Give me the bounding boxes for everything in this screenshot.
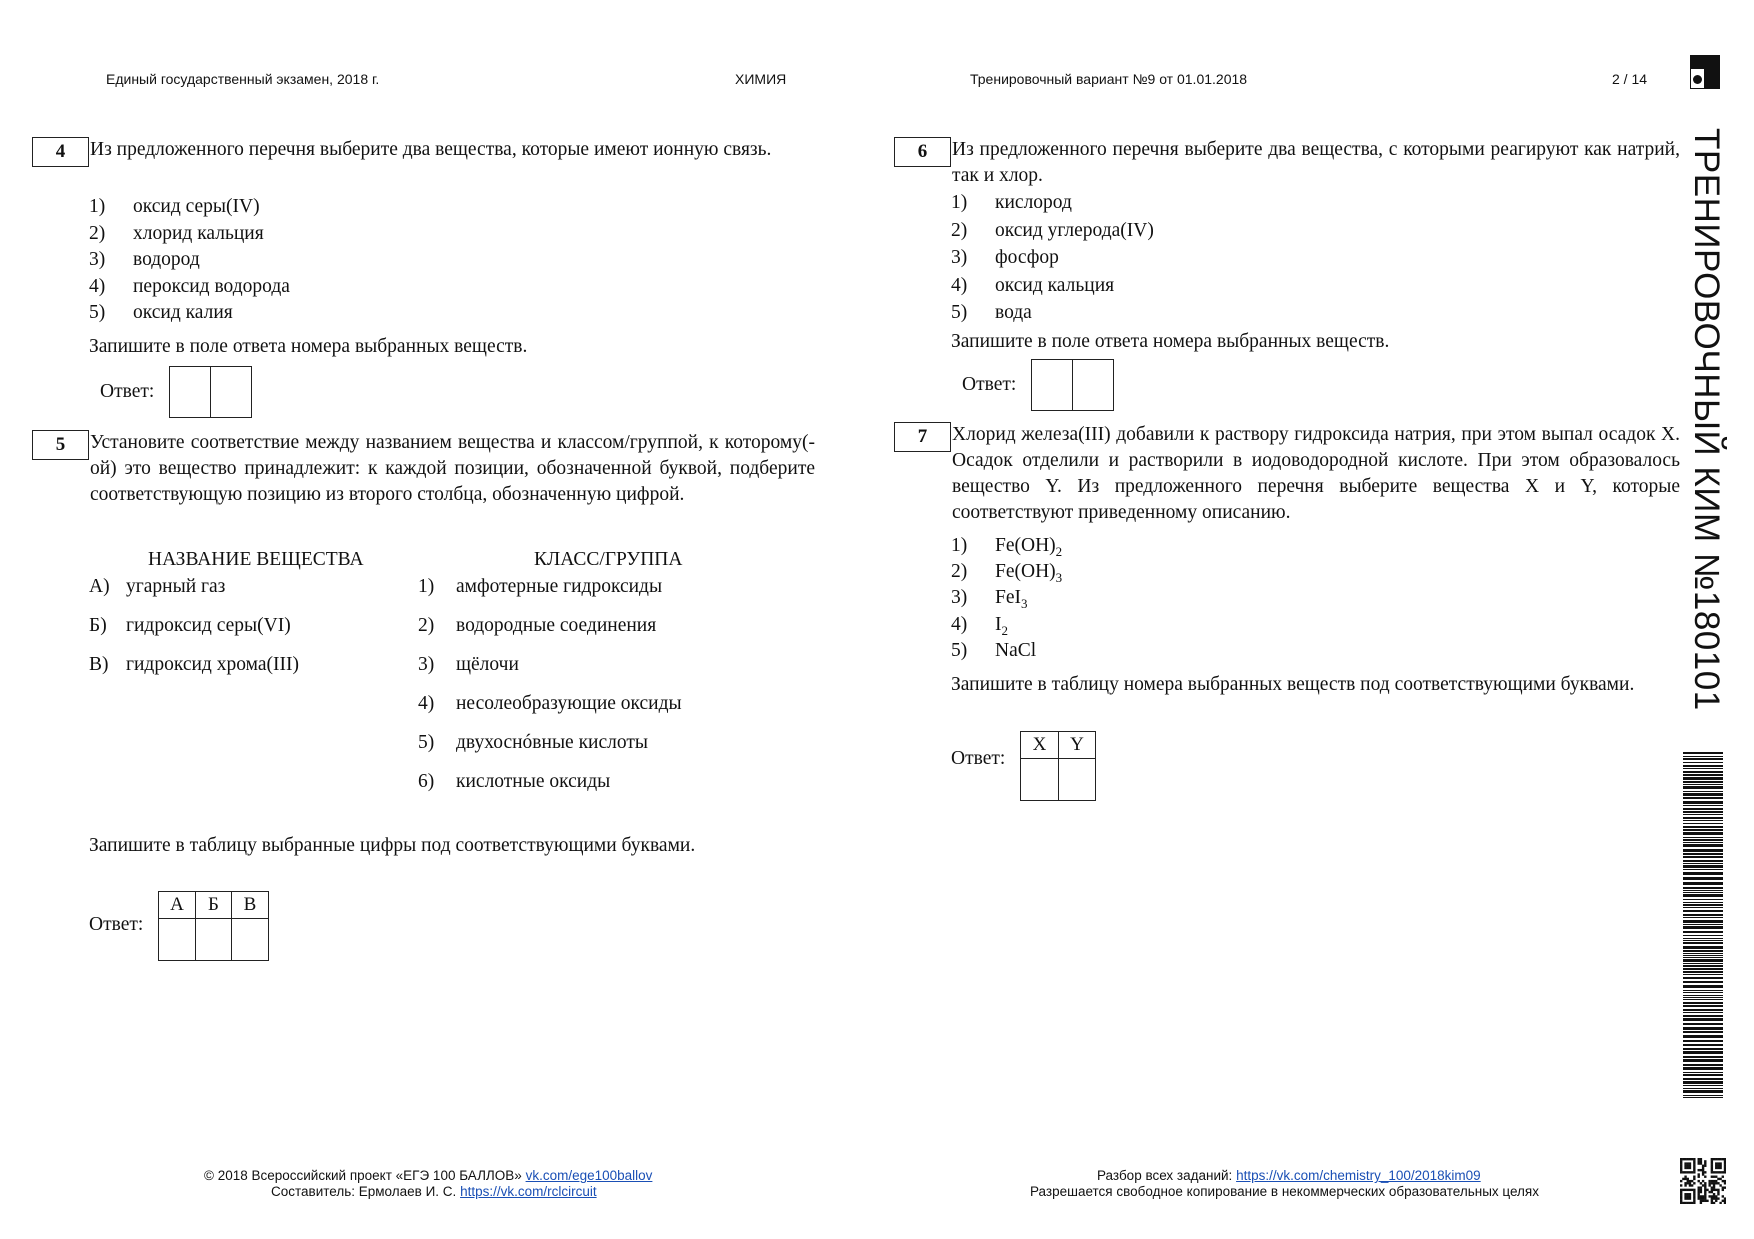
footer-left-line-1	[204, 1168, 652, 1183]
option-number: 5)	[951, 639, 968, 661]
option-number: 1)	[951, 192, 968, 213]
option-formula-subscript: 2	[1001, 622, 1008, 638]
option-text: оксид углерода(IV)	[995, 219, 1154, 241]
option-number: 2)	[418, 615, 435, 636]
question-6-answer-box[interactable]	[1031, 359, 1114, 411]
option-item	[89, 576, 225, 598]
option-item	[951, 220, 1154, 242]
option-text: щёлочи	[456, 654, 519, 675]
option-number: 3)	[89, 249, 106, 270]
answer-cell-v[interactable]	[232, 919, 269, 961]
letter-v: В	[232, 892, 269, 919]
option-item	[418, 615, 656, 637]
question-5-text: Установите соответствие между названием вещества и классом/группой, к которому(-ой) это вещество принадлежит: к каждой позиции, обозначенной буквой, подберите соответствующую позицию из второго столбца, обозначенную цифрой.	[90, 432, 815, 505]
option-number: 3)	[951, 587, 968, 609]
option-number: 5)	[89, 302, 106, 323]
option-number: 6)	[418, 771, 435, 792]
question-7-answer-table[interactable]	[1020, 731, 1096, 801]
answer-cell-b[interactable]	[196, 919, 232, 961]
option-number: 5)	[951, 302, 968, 323]
option-number: Б)	[89, 615, 107, 636]
footer-link-ege100[interactable]: vk.com/ege100ballov	[525, 1168, 653, 1183]
option-number: 1)	[951, 535, 968, 556]
option-item	[418, 732, 648, 754]
option-text: несолеобразующие оксиды	[456, 693, 682, 714]
option-text: оксид калия	[133, 302, 233, 323]
option-text: хлорид кальция	[133, 222, 264, 244]
question-6-instruction: Запишите в поле ответа номера выбранных веществ.	[951, 331, 1390, 352]
question-7-text: Хлорид железа(III) добавили к раствору гидроксида натрия, при этом выпал осадок X. Осадок отделили и растворили в иодоводородной кислоте. При этом образовалось вещество Y. Из предложенного перечня выберите вещества X и Y, которые соответствуют приведенному описанию.	[952, 424, 1680, 523]
option-number: 5)	[418, 732, 435, 753]
letter-a: А	[159, 892, 196, 919]
question-number-4: 4	[32, 137, 89, 167]
question-4-answer-box[interactable]	[169, 366, 252, 418]
footer-copyright: © 2018 Всероссийский проект «ЕГЭ 100 БАЛЛОВ»	[204, 1168, 522, 1183]
option-number: 3)	[418, 654, 435, 675]
option-number: 4)	[89, 275, 106, 297]
option-formula-subscript: 3	[1021, 596, 1028, 612]
option-number: 4)	[418, 693, 435, 714]
option-item	[89, 654, 299, 676]
question-4-instruction: Запишите в поле ответа номера выбранных веществ.	[89, 336, 528, 357]
footer-link-author[interactable]: https://vk.com/rclcircuit	[460, 1184, 597, 1199]
option-number: 4)	[951, 613, 968, 635]
answer-cell-2[interactable]	[1073, 360, 1114, 411]
variant-title: Тренировочный вариант №9 от 01.01.2018	[970, 71, 1248, 87]
option-item	[951, 587, 1028, 612]
option-item	[951, 535, 1062, 560]
option-number: 3)	[951, 247, 968, 268]
option-formula-subscript: 2	[1055, 543, 1063, 559]
question-5-instruction: Запишите в таблицу выбранные цифры под соответствующими буквами.	[89, 835, 696, 856]
option-item	[951, 614, 1008, 639]
answer-cell-x[interactable]	[1021, 759, 1059, 801]
option-formula: Fe(OH)	[995, 561, 1056, 583]
question-6-text: Из предложенного перечня выберите два вещества, с которыми реагируют как натрий, так и хлор.	[952, 139, 1680, 186]
option-item	[951, 275, 1114, 297]
option-text: гидроксид серы(VI)	[126, 615, 291, 636]
option-formula: FeI	[995, 587, 1021, 609]
side-title-container	[1680, 128, 1730, 711]
footer-author: Составитель: Ермолаев И. С.	[271, 1184, 457, 1199]
option-text: вода	[995, 302, 1032, 323]
page-number: 2 / 14	[1612, 71, 1648, 87]
option-item	[951, 247, 1059, 269]
option-item	[89, 302, 233, 324]
subject-title: ХИМИЯ	[735, 71, 787, 87]
question-7-instruction: Запишите в таблицу номера выбранных веществ под соответствующими буквами.	[951, 674, 1635, 695]
exam-title: Единый государственный экзамен, 2018 г.	[106, 71, 380, 87]
question-5-left-header: НАЗВАНИЕ ВЕЩЕСТВА	[148, 549, 364, 570]
footer-left-line-2	[271, 1184, 597, 1199]
footer-link-analysis[interactable]: https://vk.com/chemistry_100/2018kim09	[1236, 1168, 1481, 1183]
footer-right-line-1	[1097, 1168, 1481, 1183]
answer-cell-a[interactable]	[159, 919, 196, 961]
corner-marker-icon	[1690, 55, 1720, 89]
option-text: кислотные оксиды	[456, 771, 611, 792]
question-5-right-header: КЛАСС/ГРУППА	[534, 549, 683, 570]
option-formula-subscript: 3	[1055, 570, 1063, 586]
question-number-7: 7	[894, 422, 951, 452]
footer-analysis-label: Разбор всех заданий:	[1097, 1168, 1233, 1183]
option-formula: NaCl	[995, 639, 1037, 661]
option-number: 4)	[951, 274, 968, 296]
option-text: оксид серы(IV)	[133, 196, 260, 217]
option-number: 1)	[89, 196, 106, 217]
side-title: ТРЕНИРОВОЧНЫЙ КИМ №180101	[1687, 128, 1726, 711]
question-5-answer-label: Ответ:	[89, 914, 144, 935]
option-text: кислород	[995, 192, 1072, 213]
footer-copy-notice: Разрешается свободное копирование в некоммерческих образовательных целях	[1030, 1184, 1539, 1199]
option-item	[89, 276, 290, 298]
option-item	[951, 640, 1036, 662]
option-text: фосфор	[995, 247, 1059, 268]
letter-y: Y	[1059, 732, 1096, 759]
question-number-5: 5	[32, 430, 89, 460]
option-number: 2)	[951, 219, 968, 241]
option-item	[951, 192, 1072, 214]
option-number: 1)	[418, 576, 435, 597]
option-formula: I	[995, 613, 1002, 635]
question-4-text: Из предложенного перечня выберите два вещества, которые имеют ионную связь.	[90, 139, 772, 160]
option-number: А)	[89, 576, 110, 597]
question-6-answer-label: Ответ:	[962, 374, 1017, 395]
option-text: водород	[133, 249, 200, 270]
option-text: гидроксид хрома(III)	[126, 654, 299, 675]
option-item	[89, 196, 260, 218]
option-text: угарный газ	[126, 576, 226, 597]
question-4-answer-label: Ответ:	[100, 381, 155, 402]
option-item	[89, 223, 264, 245]
option-text: амфотерные гидроксиды	[456, 576, 663, 597]
letter-b: Б	[196, 892, 232, 919]
option-item	[89, 249, 200, 271]
option-item	[418, 771, 610, 793]
question-7-answer-label: Ответ:	[951, 748, 1006, 769]
letter-x: X	[1021, 732, 1059, 759]
barcode-icon	[1683, 752, 1723, 1102]
option-text: оксид кальция	[995, 274, 1115, 296]
option-number: 2)	[89, 222, 106, 244]
question-number-6: 6	[894, 137, 951, 167]
option-item	[951, 302, 1032, 324]
option-number: В)	[89, 654, 109, 675]
answer-cell-y[interactable]	[1059, 759, 1096, 801]
option-text: водородные соединения	[456, 615, 657, 636]
option-formula: Fe(OH)	[995, 535, 1056, 556]
option-item	[89, 615, 291, 637]
answer-cell-1[interactable]	[1032, 360, 1073, 411]
question-5-answer-table[interactable]	[158, 891, 269, 961]
option-item	[951, 561, 1062, 586]
option-text: двухоснóвные кислоты	[456, 732, 648, 753]
option-item	[418, 576, 662, 598]
option-item	[418, 654, 519, 676]
option-item	[418, 693, 682, 715]
option-number: 2)	[951, 561, 968, 583]
qr-code-icon	[1680, 1158, 1726, 1204]
answer-cell-1[interactable]	[170, 367, 211, 418]
answer-cell-2[interactable]	[211, 367, 252, 418]
option-text: пероксид водорода	[133, 275, 290, 297]
